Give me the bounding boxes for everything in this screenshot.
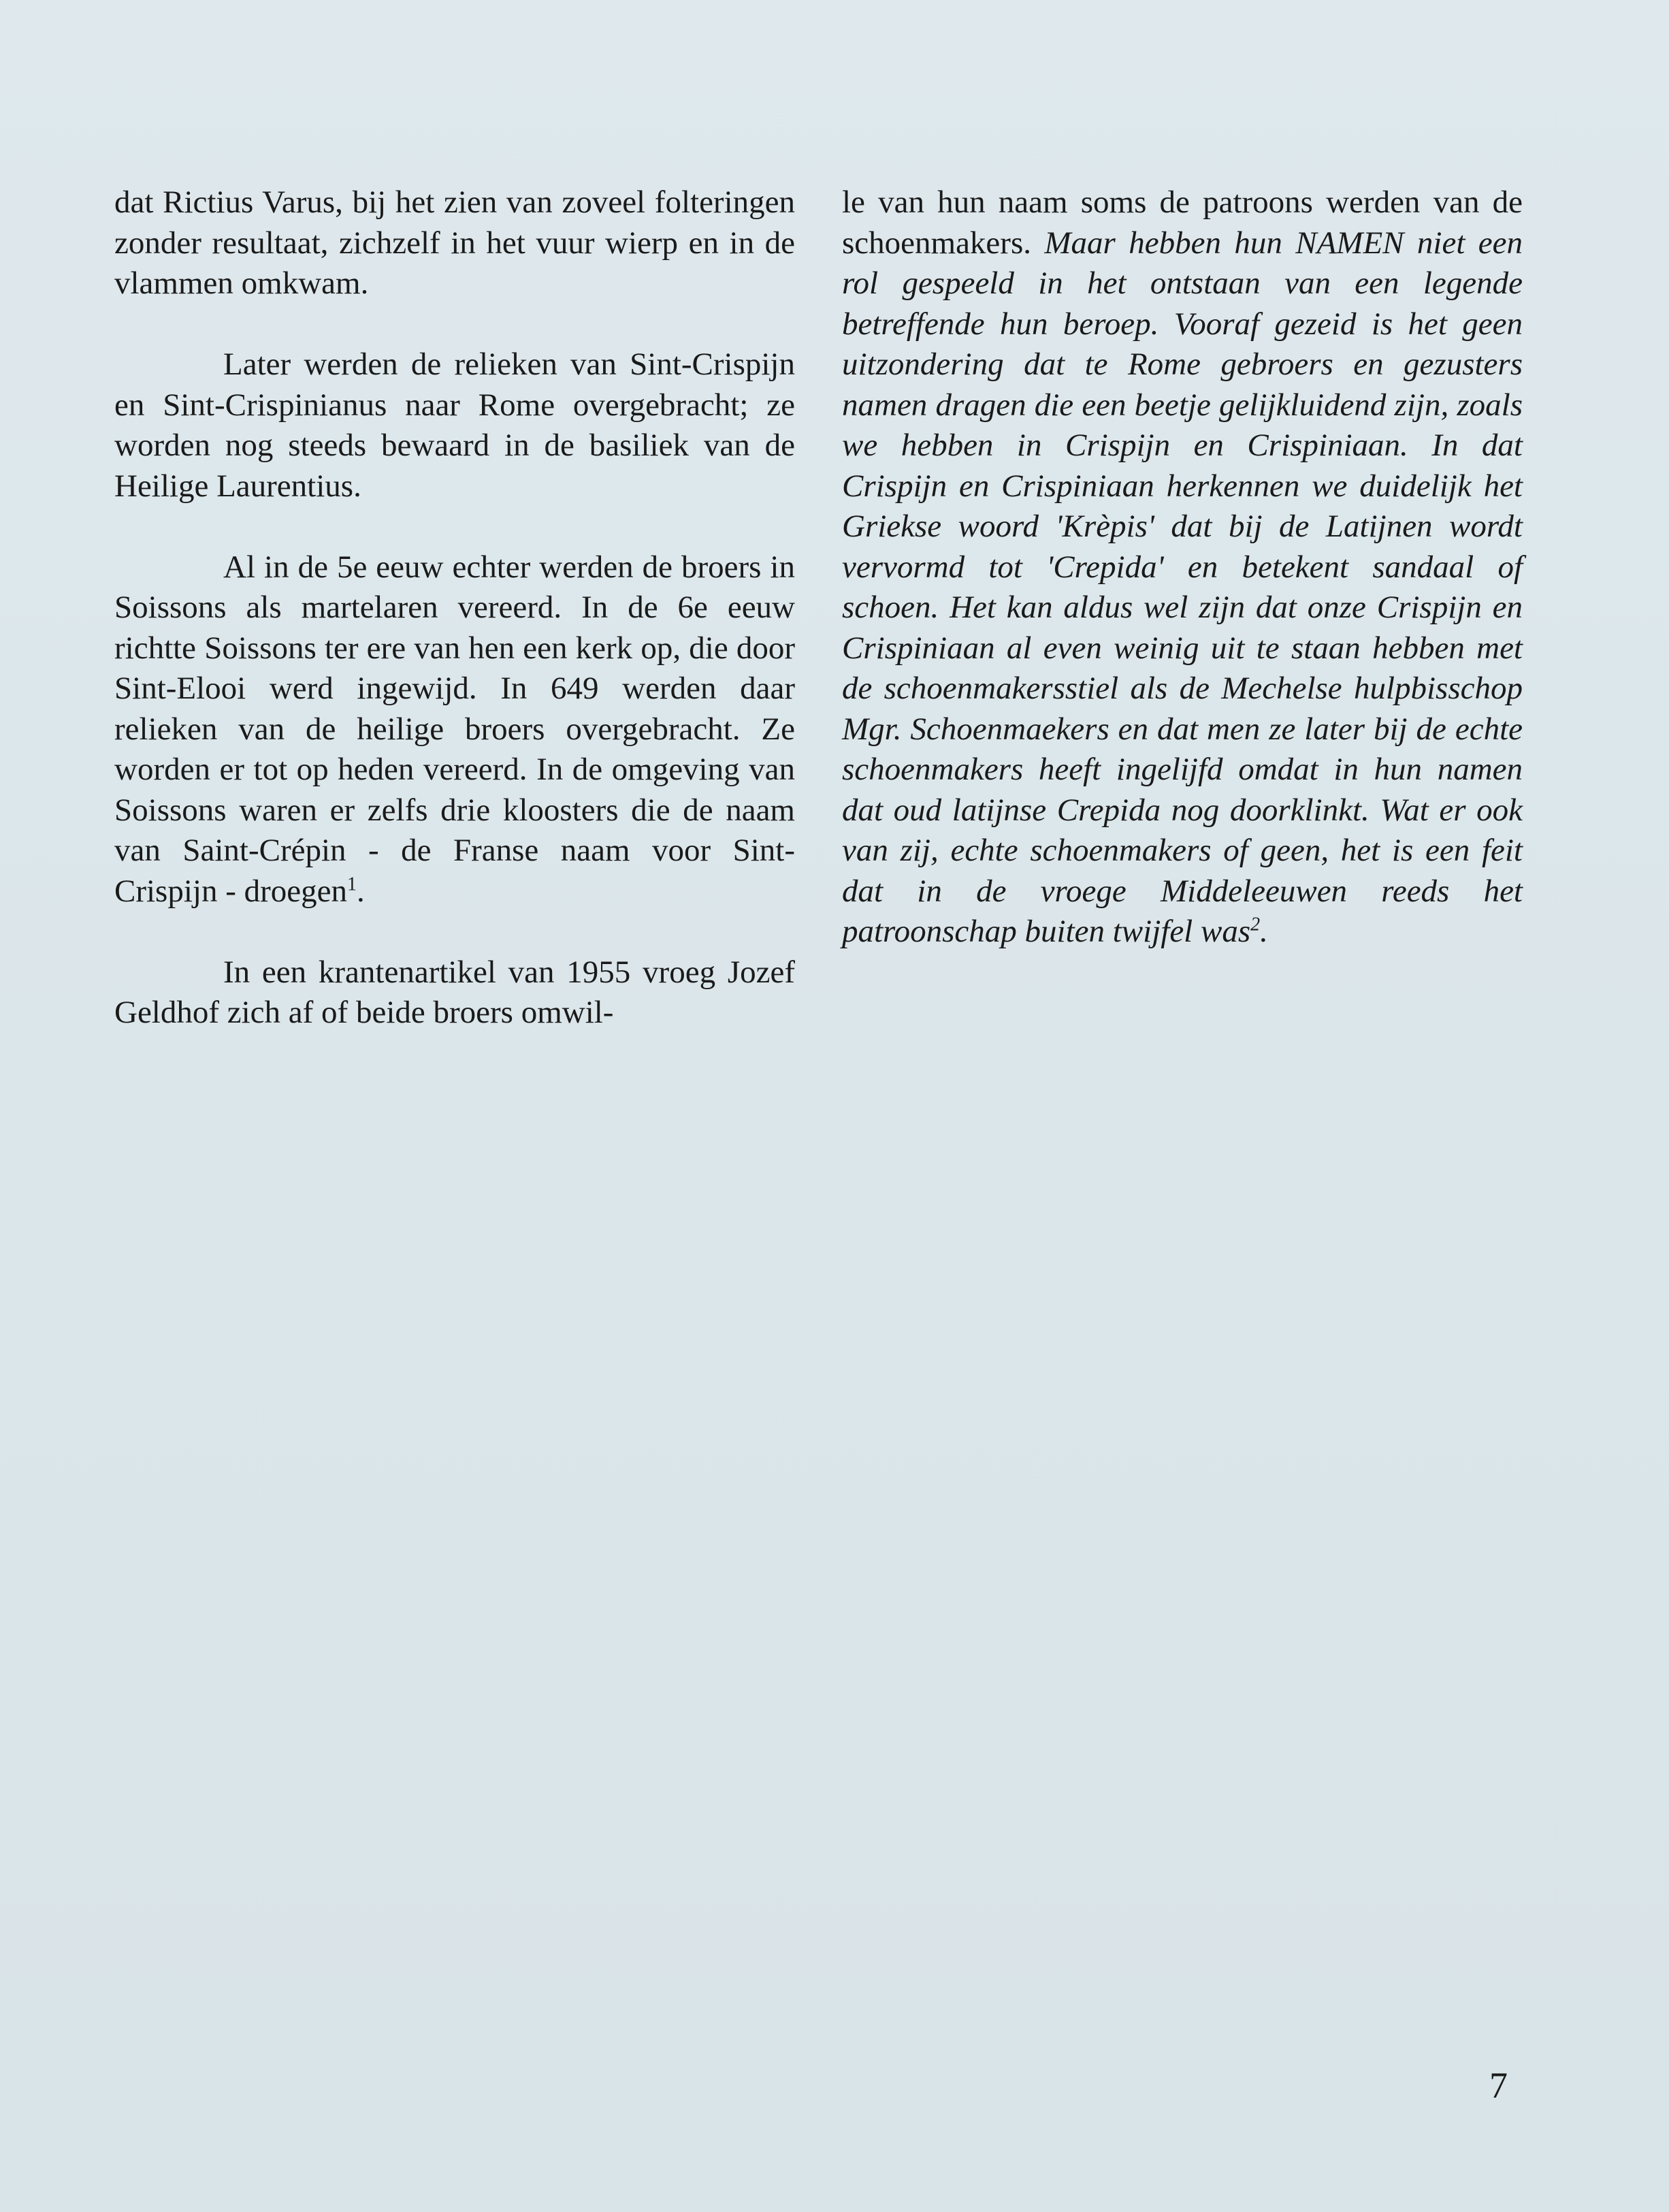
left-text-column [114, 182, 795, 1074]
paragraph-4: In een krantenartikel van 1955 vroeg Jozef Geldhof zich af of beide broers omwil- [114, 954, 795, 1030]
paragraph-5-plain: le van hun naam soms de patroons werden van de schoenmakers. [842, 185, 1523, 261]
paragraph-1: dat Rictius Varus, bij het zien van zoveel folteringen zonder resultaat, zichzelf in het vuur wierp en in de vlammen omkwam. [114, 185, 795, 301]
paragraph-3-text: Al in de 5e eeuw echter werden de broers in Soissons als martelaren vereerd. In de 6e eeuw richtte Soissons ter ere van hen een kerk op, die door Sint-Elooi werd ingewijd. In 649 werden daar relieken van de heilige broers overgebracht. Ze worden er tot op heden vereerd. In de omgeving van Soissons waren er zelfs drie kloosters die de naam van Saint-Crépin - de Franse naam voor Sint-Crispijn - droegen [114, 549, 795, 909]
footnote-marker-2: 2 [1250, 914, 1261, 935]
paragraph-3 [114, 547, 795, 912]
paragraph-5-end: . [1260, 914, 1268, 949]
paragraph-2: Later werden de relieken van Sint-Crispijn en Sint-Crispinianus naar Rome overgebracht; ze worden nog steeds bewaard in de basiliek van de Heilige Laurentius. [114, 347, 795, 504]
right-text-column [842, 182, 1523, 993]
footnote-marker-1: 1 [347, 873, 357, 895]
page-number: 7 [1489, 2065, 1508, 2106]
paragraph-5 [842, 182, 1523, 952]
paragraph-3-end: . [357, 873, 365, 909]
paragraph-5-italic: Maar hebben hun NAMEN niet een rol gespeeld in het ontstaan van een legende betreffende hun beroep. Vooraf gezeid is het geen uitzondering dat te Rome gebroers en gezusters namen dragen die een beetje gelijkluidend zijn, zoals we hebben in Crispijn en Crispiniaan. In dat Crispijn en Crispiniaan herkennen we duidelijk het Griekse woord 'Krèpis' dat bij de Latijnen wordt vervormd tot 'Crepida' en betekent sandaal of schoen. Het kan aldus wel zijn dat onze Crispijn en Crispiniaan al even weinig uit te staan hebben met de schoenmakersstiel als de Mechelse hulpbisschop Mgr. Schoenmaekers en dat men ze later bij de echte schoenmakers heeft ingelijfd omdat in hun namen dat oud latijnse Crepida nog doorklinkt. Wat er ook van zij, echte schoenmakers of geen, het is een feit dat in de vroege Middeleeuwen reeds het patroonschap buiten twijfel was [842, 225, 1523, 949]
